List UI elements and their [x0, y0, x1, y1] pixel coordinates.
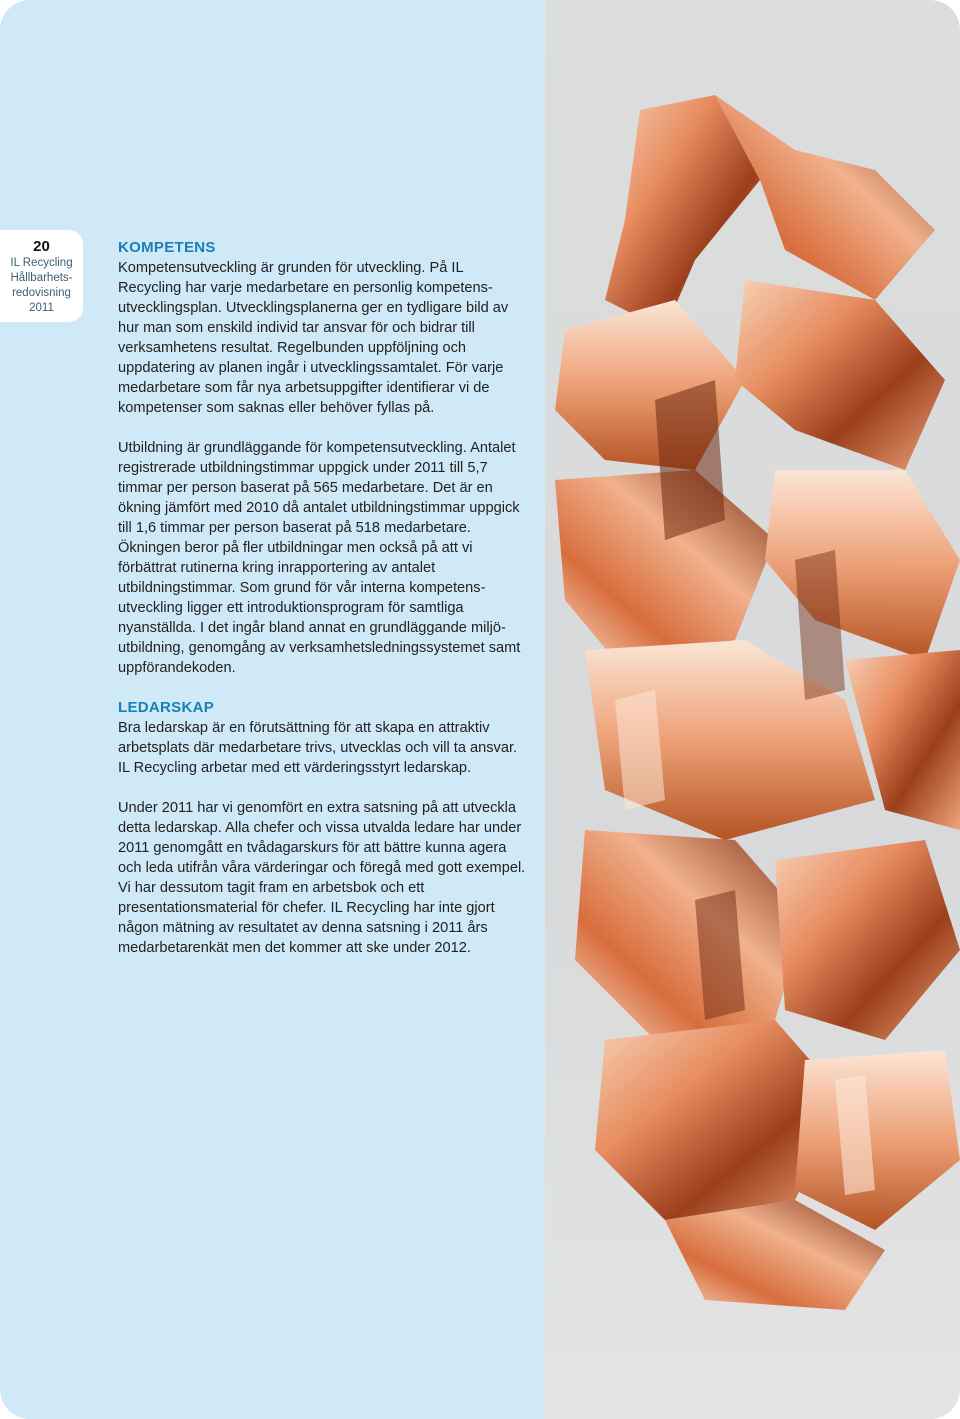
copper-strips-illustration	[545, 0, 960, 1419]
copper-ribbons	[555, 95, 960, 1310]
article-body	[118, 238, 528, 978]
ledarskap-paragraph-2: Under 2011 har vi genomfört en extra satsning på att utveckla detta ledarskap. Alla chefer och vissa utvalda ledare har under 2011 genomgått en tvådagarskurs för att bättre kunna agera och leda utifrån våra värderingar och föregå med gott exempel. Vi har dessutom tagit fram en arbetsbok och ett presentationsmaterial för chefer. IL Recycling har inte gjort någon mätning av resultatet av denna satsning i 2011 års medarbetarenkät men det kommer att ske under 2012.	[118, 800, 526, 956]
tab-report-title-2: redovisning	[12, 287, 71, 299]
kompetens-paragraph-1: Kompetensutveckling är grunden för utveckling. På IL Recycling har varje medarbetare en personlig kompetensutvecklingsplan. Utvecklingsplanerna ger en tydligare bild av hur man som enskild individ tar ansvar för och bidrar till verksamhetens resultat. Regelbunden uppföljning och uppdatering av planen ingår i utvecklingssamtalet. För varje medarbetare som får nya arbetsuppgifter identifierar vi de kompetenser som saknas eller behöver fyllas på.	[118, 260, 509, 416]
kompetens-paragraph-2: Utbildning är grundläggande för kompetensutveckling. Antalet registrerade utbildningstimmar uppgick under 2011 till 5,7 timmar per person baserat på 565 medarbetare. Det är en ökning jämfört med 2010 då antalet utbildningstimmar uppgick till 1,6 timmar per person baserat på 518 medarbetare. Ökningen beror på fler utbildningar men också på att vi förbättrat rutinerna kring inrapportering av antalet utbildningstimmar. Som grund för vår interna kompetensutveckling ligger ett introduktionsprogram för samtliga nyanställda. I det ingår bland annat en grundläggande miljöutbildning, genomgång av verksamhetsledningssystemet samt uppförandekoden.	[118, 440, 521, 676]
ledarskap-paragraph-1: Bra ledarskap är en förutsättning för att skapa en attraktiv arbetsplats där medarbetare trivs, utvecklas och vill ta ansvar. IL Recycling arbetar med ett värderingsstyrt ledarskap.	[118, 720, 518, 776]
tab-year: 2011	[29, 302, 54, 314]
page-number: 20	[33, 238, 50, 255]
section-heading-ledarskap: LEDARSKAP	[118, 699, 215, 716]
section-heading-kompetens: KOMPETENS	[118, 239, 216, 256]
page-tab	[0, 230, 83, 322]
tab-report-title-1: Hållbarhets-	[10, 272, 73, 284]
copper-strips-photo	[545, 0, 960, 1419]
tab-company: IL Recycling	[10, 257, 73, 269]
